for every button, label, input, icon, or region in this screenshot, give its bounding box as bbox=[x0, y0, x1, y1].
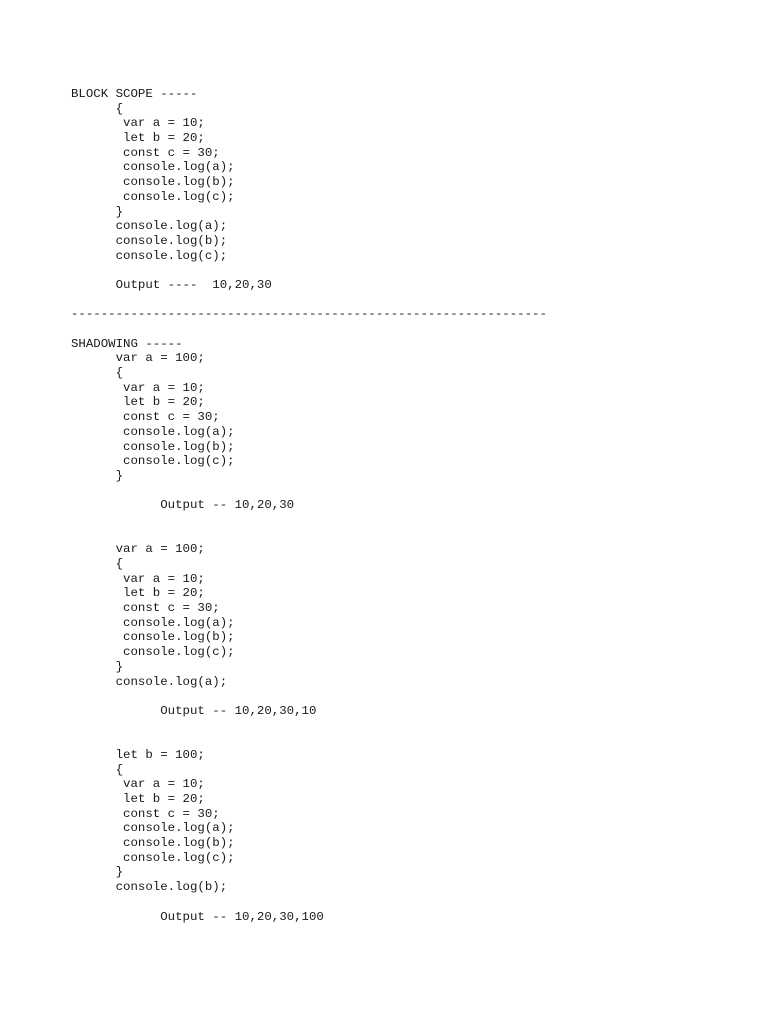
text-line: console.log(a); bbox=[71, 615, 235, 630]
text-line bbox=[71, 733, 547, 748]
text-line: let b = 20; bbox=[71, 792, 205, 806]
text-line: var a = 100; bbox=[71, 542, 205, 557]
text-line: console.log(c); bbox=[71, 454, 235, 469]
text-line: var a = 10; bbox=[71, 116, 205, 131]
text-line bbox=[71, 322, 547, 337]
text-line: var a = 10; bbox=[71, 571, 205, 586]
text-line: const c = 30; bbox=[71, 806, 220, 821]
text-line: const c = 30; bbox=[71, 145, 220, 160]
text-line: var a = 10; bbox=[71, 380, 205, 395]
text-line: let b = 20; bbox=[71, 395, 205, 410]
text-line bbox=[71, 293, 547, 308]
text-line: console.log(c); bbox=[71, 189, 235, 204]
text-line: Output -- 10,20,30,100 bbox=[71, 909, 324, 924]
text-line: SHADOWING ----- bbox=[71, 336, 183, 351]
document-text bbox=[71, 87, 547, 924]
text-line: let b = 20; bbox=[71, 131, 205, 146]
text-line: Output -- 10,20,30,10 bbox=[71, 703, 317, 718]
text-line bbox=[71, 263, 547, 278]
text-line: console.log(a); bbox=[71, 160, 235, 175]
text-line: console.log(a); bbox=[71, 219, 228, 234]
text-line bbox=[71, 528, 547, 543]
text-line: console.log(b); bbox=[71, 630, 235, 645]
text-line: console.log(c); bbox=[71, 248, 228, 263]
text-line: BLOCK SCOPE ----- bbox=[71, 87, 198, 101]
text-line: } bbox=[71, 468, 124, 483]
text-line: var a = 10; bbox=[71, 777, 205, 792]
text-line: } bbox=[71, 865, 124, 880]
text-line: { bbox=[71, 101, 124, 116]
text-line: console.log(c); bbox=[71, 645, 235, 660]
text-line: console.log(b); bbox=[71, 880, 228, 895]
text-line: console.log(b); bbox=[71, 836, 235, 851]
text-line: const c = 30; bbox=[71, 410, 220, 425]
text-line bbox=[71, 895, 547, 910]
text-line: let b = 20; bbox=[71, 586, 205, 601]
text-line: console.log(c); bbox=[71, 850, 235, 865]
text-line: { bbox=[71, 762, 124, 777]
text-line: console.log(a); bbox=[71, 424, 235, 439]
text-line: const c = 30; bbox=[71, 601, 220, 616]
text-line: Output -- 10,20,30 bbox=[71, 498, 295, 513]
text-line: console.log(b); bbox=[71, 233, 228, 248]
text-line: } bbox=[71, 204, 124, 219]
text-line: console.log(b); bbox=[71, 439, 235, 454]
text-line: var a = 100; bbox=[71, 351, 205, 366]
text-line bbox=[71, 484, 547, 499]
text-line bbox=[71, 719, 547, 734]
text-line bbox=[71, 689, 547, 704]
text-line: Output ---- 10,20,30 bbox=[71, 277, 272, 292]
text-line: ---------------------------------------------------------------- bbox=[71, 307, 547, 322]
text-line: { bbox=[71, 366, 124, 381]
text-line bbox=[71, 513, 547, 528]
text-line: { bbox=[71, 557, 124, 571]
text-line: let b = 100; bbox=[71, 747, 205, 762]
text-line: console.log(a); bbox=[71, 821, 235, 836]
text-line: console.log(b); bbox=[71, 175, 235, 190]
text-line: } bbox=[71, 659, 124, 674]
text-line: console.log(a); bbox=[71, 674, 228, 689]
